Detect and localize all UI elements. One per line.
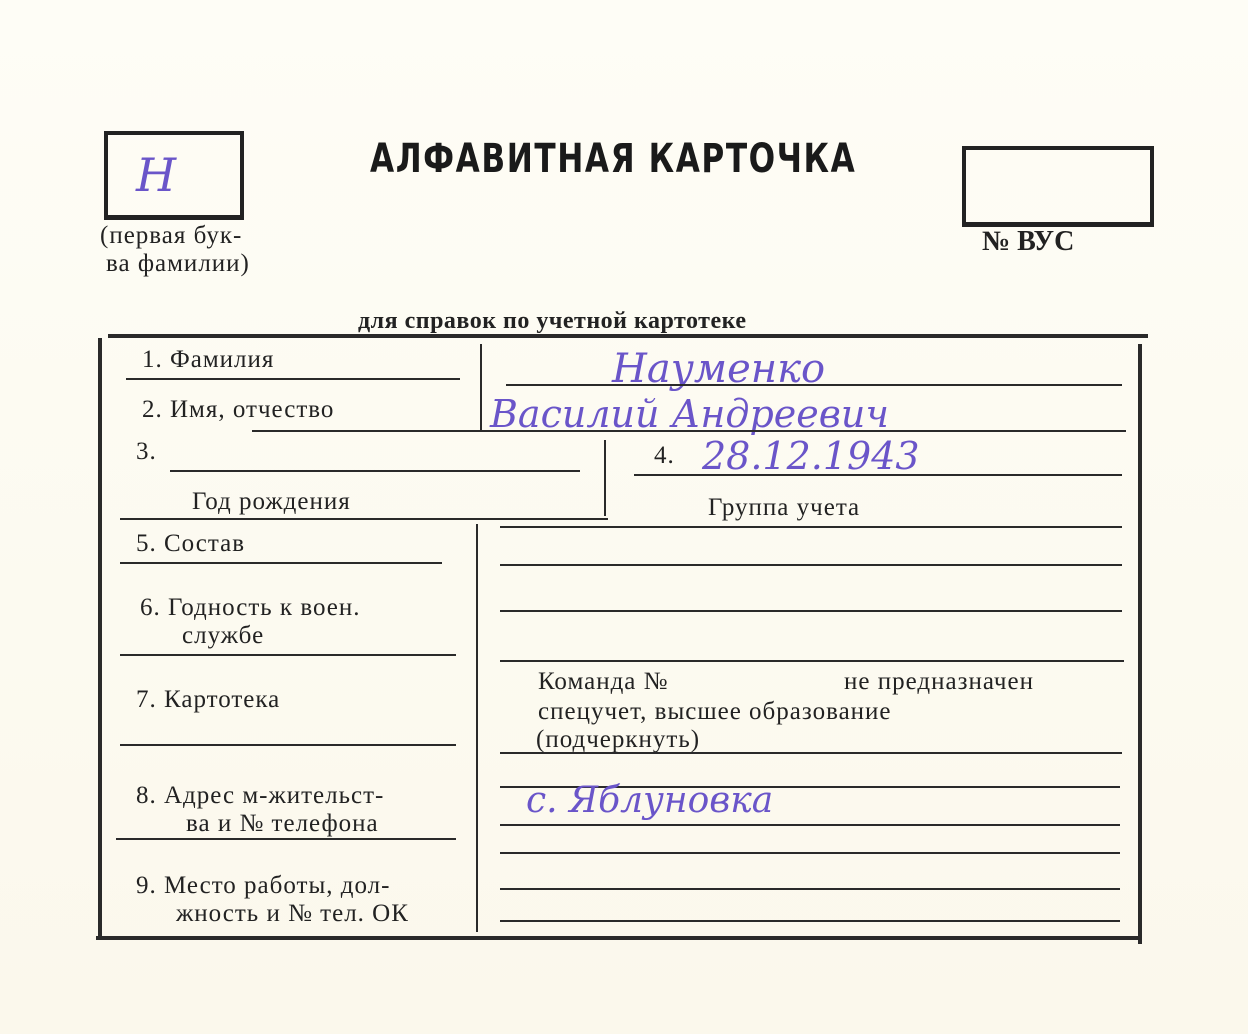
field-4-label: Группа учета	[708, 494, 861, 521]
first-letter-caption-1: (первая бук-	[100, 222, 243, 249]
field-6-rule-right	[500, 610, 1122, 612]
field-9-rule-right-2	[500, 920, 1120, 922]
field-1-rule-left	[126, 378, 460, 380]
field-8-rule-left	[116, 838, 456, 840]
divider-mid	[604, 440, 606, 516]
field-3-label: Год рождения	[192, 488, 351, 515]
field-5-rule-right	[500, 564, 1122, 566]
field-4-num: 4.	[654, 442, 675, 469]
field-2-value: Василий Андреевич	[490, 392, 889, 436]
frame-right	[1138, 344, 1142, 944]
frame-top	[108, 334, 1148, 338]
field-2-rule	[252, 430, 1126, 432]
field-8-label-2: ва и № телефона	[186, 810, 379, 837]
field-9-label-2: жность и № тел. ОК	[176, 900, 409, 927]
field-5-rule-left	[120, 562, 442, 564]
field-7-rule-right	[500, 752, 1122, 754]
vus-caption: № ВУС	[982, 226, 1075, 257]
field-1-label: 1. Фамилия	[142, 346, 275, 373]
row-4-bottom-rule	[500, 526, 1122, 528]
row-3-4-bottom-rule	[120, 518, 608, 520]
field-7-text-1: Команда №	[538, 668, 669, 695]
divider-bottom	[476, 524, 478, 932]
field-3-rule	[170, 470, 580, 472]
field-6-rule-left	[120, 654, 456, 656]
field-7-text-2: спецучет, высшее образование	[538, 698, 892, 725]
field-9-label-1: 9. Место работы, дол-	[136, 872, 391, 899]
vus-box	[962, 146, 1154, 227]
field-9-rule-right	[500, 888, 1120, 890]
field-3-num: 3.	[136, 438, 157, 465]
field-8-rule-right-2	[500, 852, 1120, 854]
first-letter-value: Н	[136, 148, 177, 202]
field-6-label-2: службе	[182, 622, 265, 649]
field-7-text-1b: не предназначен	[844, 668, 1034, 695]
field-7-label: 7. Картотека	[136, 686, 281, 713]
field-4-value: 28.12.1943	[702, 434, 920, 478]
field-7-rule-left	[120, 744, 456, 746]
field-1-value: Науменко	[612, 346, 826, 392]
field-4-rule	[634, 474, 1122, 476]
field-8-label-1: 8. Адрес м-жительст-	[136, 782, 385, 809]
field-8-value: с. Яблуновка	[526, 780, 774, 821]
field-1-rule-right	[506, 384, 1122, 386]
frame-left	[98, 338, 102, 936]
first-letter-caption-2: ва фамилии)	[106, 250, 250, 277]
field-7-text-3: (подчеркнуть)	[536, 726, 701, 753]
field-6-rule-right-2	[500, 660, 1124, 662]
field-5-label: 5. Состав	[136, 530, 246, 557]
field-6-label-1: 6. Годность к воен.	[140, 594, 361, 621]
frame-bottom	[96, 936, 1142, 940]
divider-top	[480, 344, 482, 430]
card-title: АЛФАВИТНАЯ КАРТОЧКА	[370, 136, 857, 182]
field-2-label: 2. Имя, отчество	[142, 396, 335, 423]
card-subtitle: для справок по учетной картотеке	[358, 308, 747, 334]
field-8-rule-right	[500, 824, 1120, 826]
